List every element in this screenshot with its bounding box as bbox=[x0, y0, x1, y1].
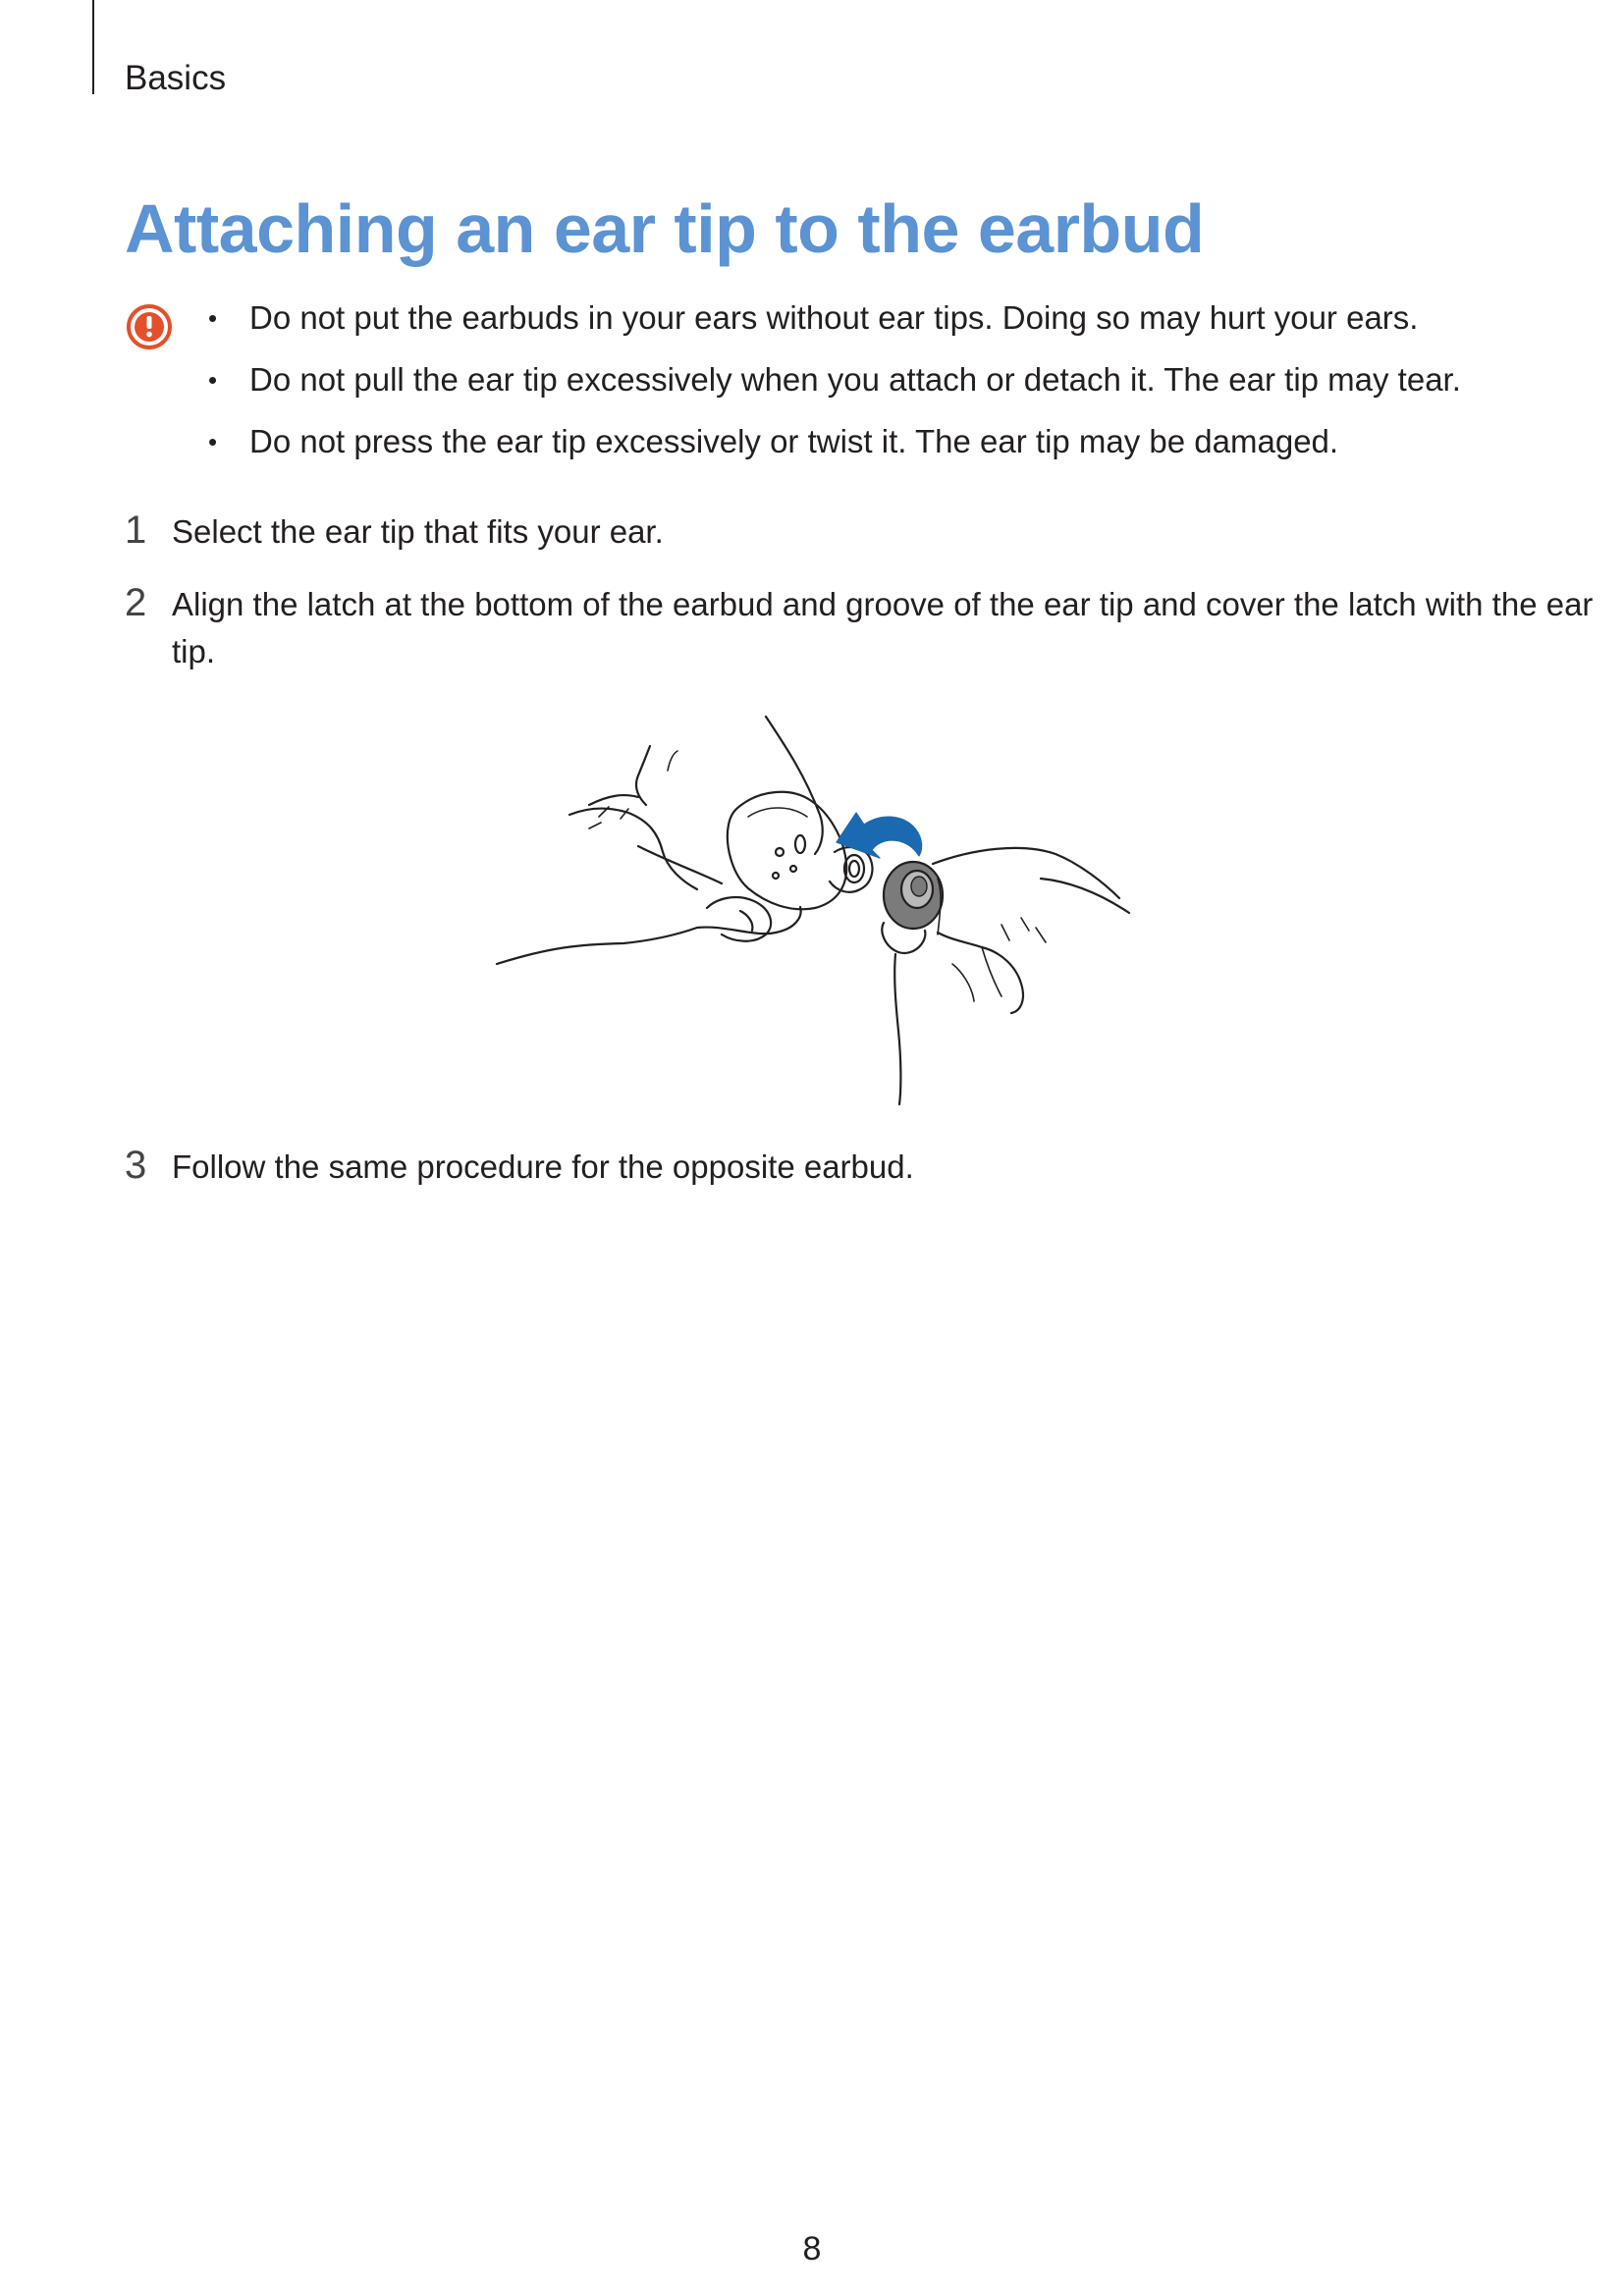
section-label: Basics bbox=[125, 59, 227, 97]
step-text: Align the latch at the bottom of the earbud and groove of the ear tip and cover the latch with the ear tip. bbox=[172, 586, 1594, 669]
step-number: 1 bbox=[125, 508, 147, 552]
hands-attaching-ear-tip-illustration bbox=[491, 707, 1149, 1109]
step-number: 3 bbox=[125, 1144, 147, 1187]
caution-item bbox=[208, 298, 1461, 360]
page-title: Attaching an ear tip to the earbud bbox=[125, 190, 1205, 267]
step-text: Follow the same procedure for the opposite earbud. bbox=[172, 1148, 914, 1185]
step-text: Select the ear tip that fits your ear. bbox=[172, 513, 664, 550]
bullet: • bbox=[208, 303, 218, 333]
bullet: • bbox=[208, 427, 218, 456]
caution-list bbox=[208, 298, 1461, 484]
caution-item bbox=[208, 422, 1461, 484]
caution-text: Do not pull the ear tip excessively when you attach or detach it. The ear tip may tear. bbox=[249, 361, 1461, 398]
step-number: 2 bbox=[125, 581, 147, 624]
page-number: 8 bbox=[802, 2230, 822, 2268]
header-rule bbox=[92, 0, 94, 94]
bullet: • bbox=[208, 365, 218, 395]
warning-icon bbox=[126, 303, 173, 350]
caution-text: Do not put the earbuds in your ears without ear tips. Doing so may hurt your ears. bbox=[249, 299, 1419, 336]
caution-item bbox=[208, 360, 1461, 422]
caution-text: Do not press the ear tip excessively or twist it. The ear tip may be damaged. bbox=[249, 423, 1339, 459]
